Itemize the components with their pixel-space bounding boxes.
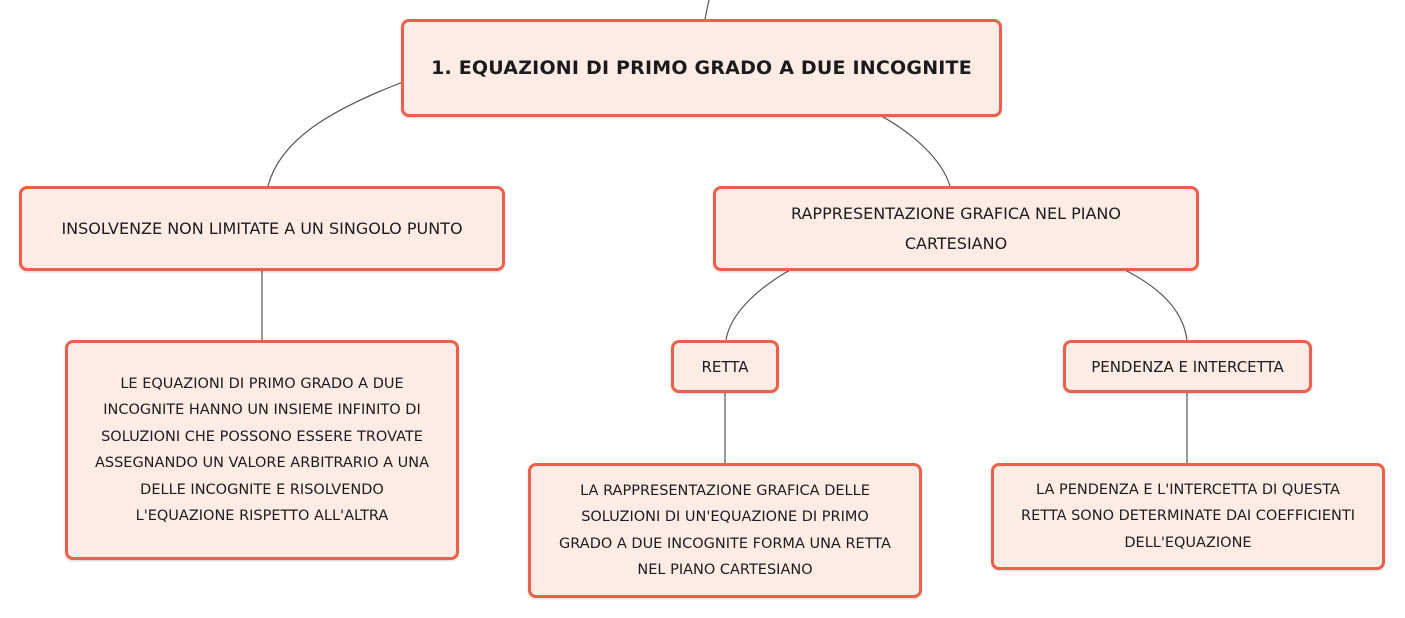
subtopic-retta-node[interactable] [671, 340, 779, 393]
detail-retta-node[interactable] [528, 463, 922, 598]
detail-retta-text: LA RAPPRESENTAZIONE GRAFICA DELLE SOLUZIONI DI UN'EQUAZIONE DI PRIMO GRADO A DUE INCOGNITE FORMA UNA RETTA NEL PIANO CARTESIANO [559, 482, 891, 578]
subtopic-retta-label: RETTA [701, 357, 749, 376]
connector-parent-root [705, 0, 709, 19]
branch-insolvenze-node[interactable] [19, 186, 505, 271]
branch-rappresentazione-label: RAPPRESENTAZIONE GRAFICA NEL PIANO CARTESIANO [791, 203, 1121, 253]
subtopic-pendenza-node[interactable] [1063, 340, 1312, 393]
branch-insolvenze-label: INSOLVENZE NON LIMITATE A UN SINGOLO PUNTO [61, 218, 463, 238]
connector-root-left [268, 82, 403, 186]
detail-insolvenze-node[interactable] [65, 340, 459, 560]
root-topic-node[interactable] [401, 19, 1002, 117]
detail-pendenza-node[interactable] [991, 463, 1385, 570]
connector-right-pendenza [1125, 270, 1187, 340]
connector-root-right [883, 117, 950, 186]
branch-rappresentazione-node[interactable] [713, 186, 1199, 271]
detail-insolvenze-text: LE EQUAZIONI DI PRIMO GRADO A DUE INCOGNITE HANNO UN INSIEME INFINITO DI SOLUZIONI CHE POSSONO ESSERE TROVATE ASSEGNANDO UN VALORE ARBITRARIO A UNA DELLE INCOGNITE E RISOLVENDO L'EQUAZIONE RISPETTO ALL'ALTRA [94, 375, 430, 524]
root-topic-label: 1. EQUAZIONI DI PRIMO GRADO A DUE INCOGNITE [431, 57, 972, 79]
subtopic-pendenza-label: PENDENZA E INTERCETTA [1091, 357, 1284, 376]
detail-pendenza-text: LA PENDENZA E L'INTERCETTA DI QUESTA RETTA SONO DETERMINATE DAI COEFFICIENTI DELL'EQUAZIONE [1021, 481, 1355, 551]
connector-right-retta [726, 270, 790, 340]
